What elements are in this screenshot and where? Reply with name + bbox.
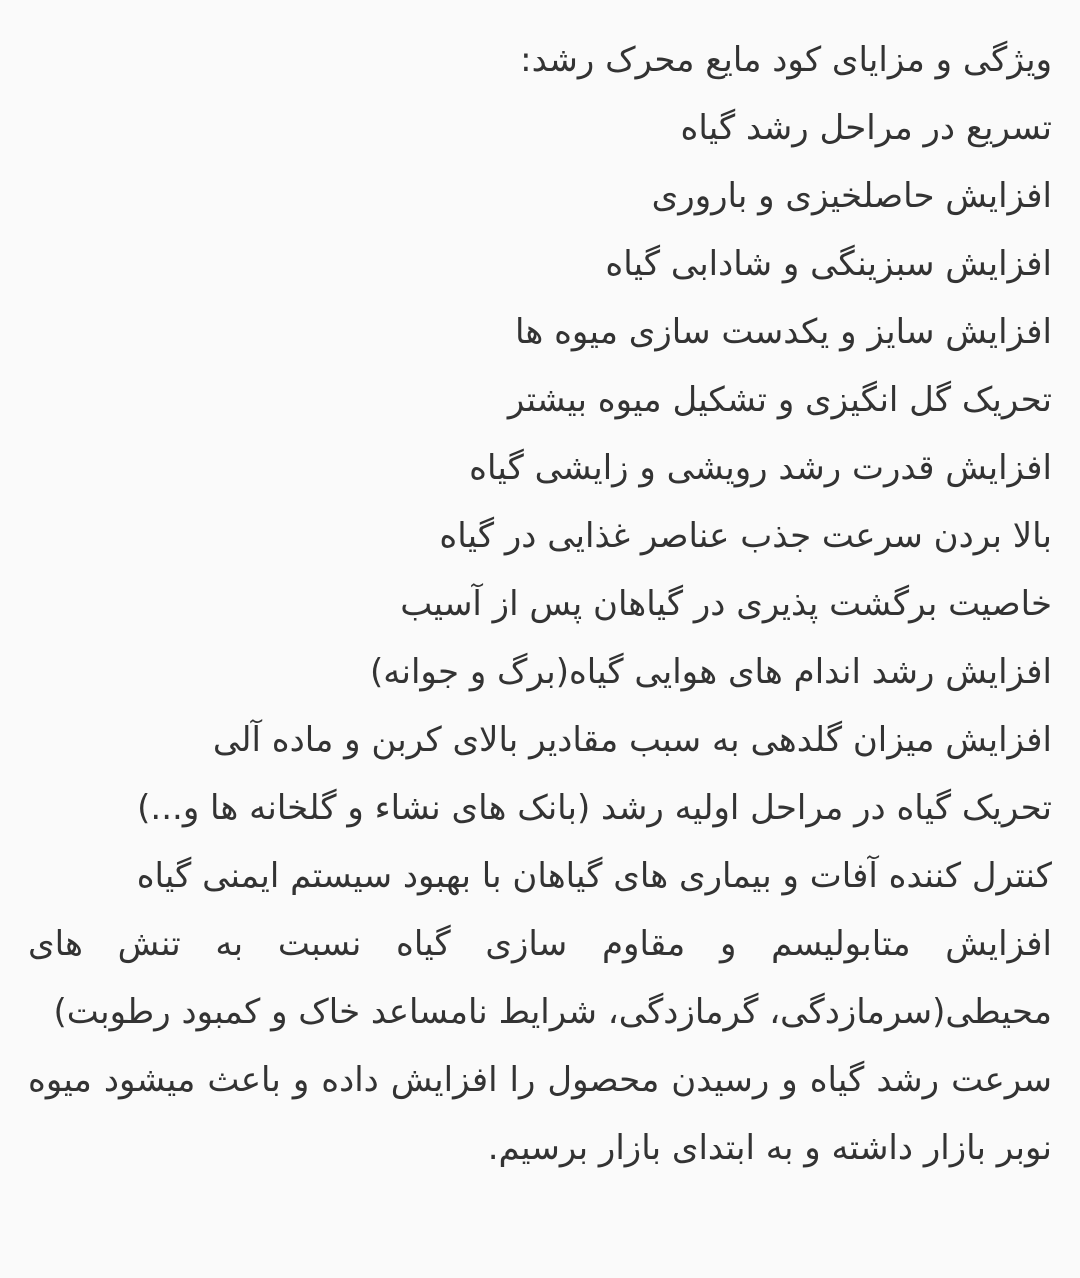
- list-item: بالا بردن سرعت جذب عناصر غذایی در گیاه: [439, 516, 1052, 556]
- list-item: افزایش میزان گلدهی به سبب مقادیر بالای کربن و ماده آلی: [212, 720, 1052, 760]
- list-item: افزایش سایز و یکدست سازی میوه ها: [514, 312, 1052, 352]
- list-item: تسریع در مراحل رشد گیاه: [680, 108, 1052, 148]
- heading: ویژگی و مزایای کود مایع محرک رشد:: [520, 40, 1052, 80]
- list-item: کنترل کننده آفات و بیماری های گیاهان با بهبود سیستم ایمنی گیاه: [136, 856, 1052, 896]
- list-item: تحریک گل انگیزی و تشکیل میوه بیشتر: [507, 380, 1052, 420]
- list-item: سرعت رشد گیاه و رسیدن محصول را افزایش داده و باعث میشود میوه نوبر بازار داشته و به ابتدای بازار برسیم.: [28, 1060, 1052, 1168]
- list-item: افزایش متابولیسم و مقاوم سازی گیاه نسبت به تنش های محیطی(سرمازدگی، گرمازدگی، شرایط نامساعد خاک و کمبود رطوبت): [28, 924, 1052, 1032]
- list-item: افزایش سبزینگی و شادابی گیاه: [605, 244, 1052, 284]
- list-item: افزایش قدرت رشد رویشی و زایشی گیاه: [469, 448, 1052, 488]
- list-item: افزایش رشد اندام های هوایی گیاه(برگ و جوانه): [370, 652, 1052, 692]
- list-item: خاصیت برگشت پذیری در گیاهان پس از آسیب: [400, 584, 1052, 624]
- list-item: افزایش حاصلخیزی و باروری: [651, 176, 1052, 216]
- list-item: تحریک گیاه در مراحل اولیه رشد (بانک های نشاء و گلخانه ها و...): [137, 788, 1052, 828]
